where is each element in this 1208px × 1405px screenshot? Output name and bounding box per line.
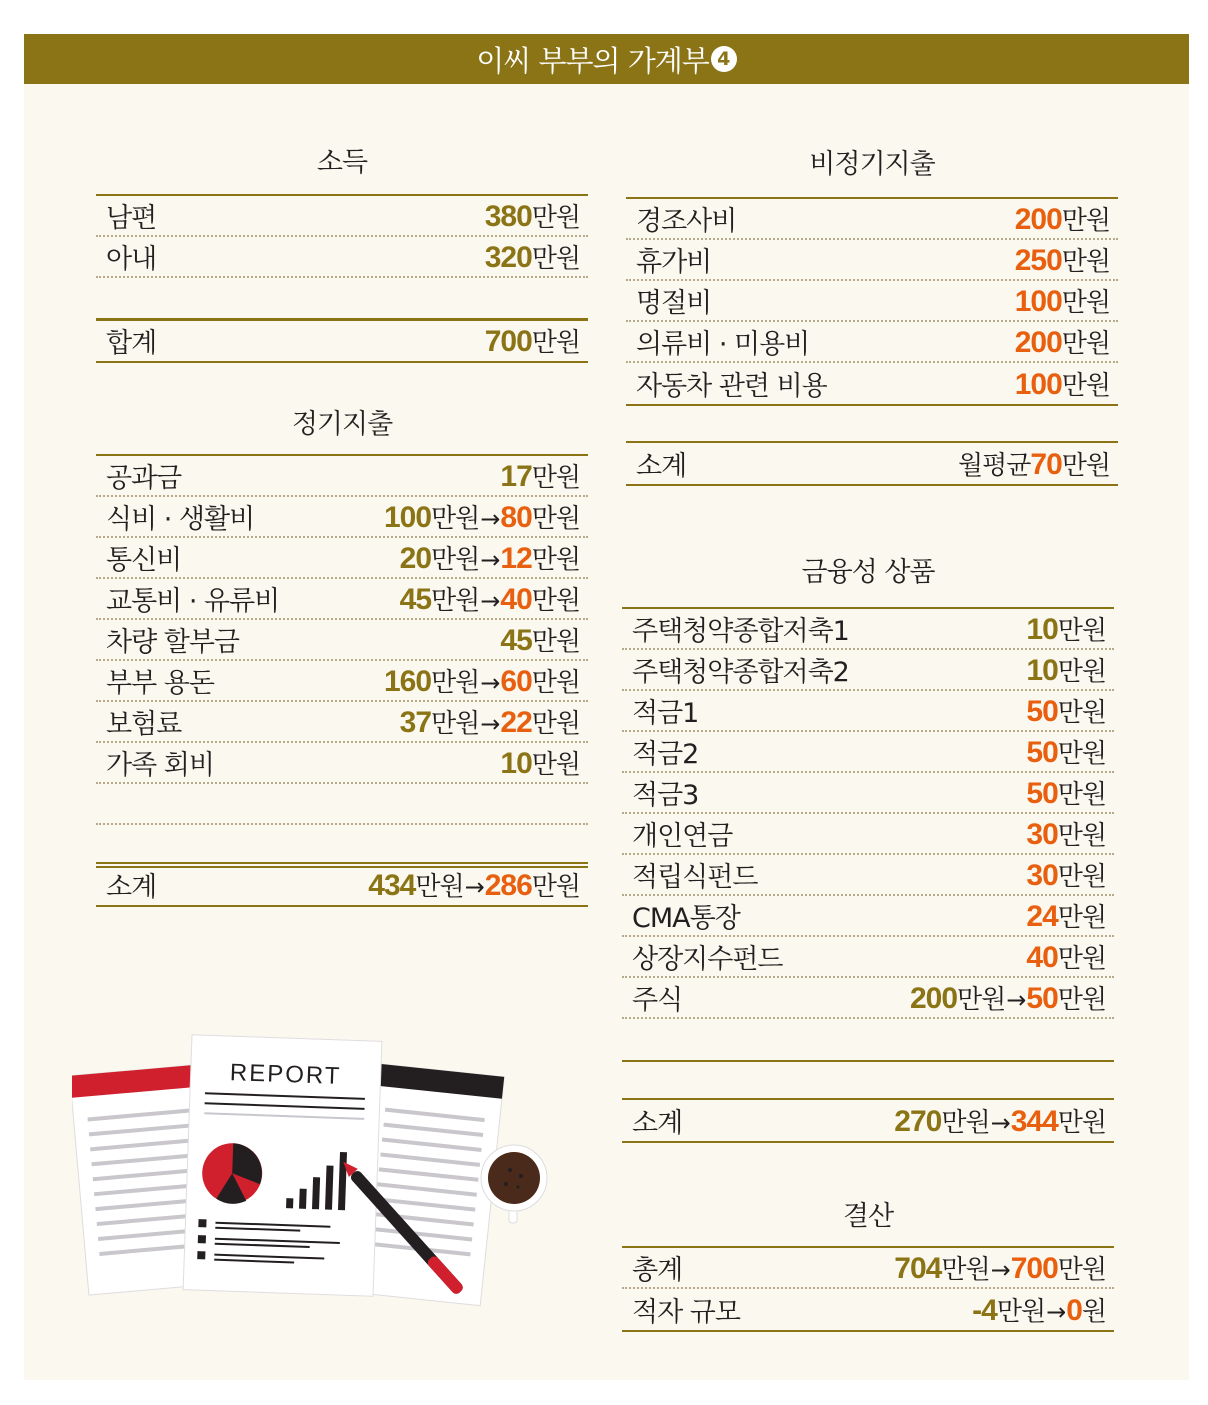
row-label: 의류비 · 미용비: [636, 329, 810, 360]
empty-row: [96, 825, 588, 866]
irregular-row: [626, 281, 1118, 322]
financial-row: [622, 650, 1114, 691]
unit-label: 만원: [431, 668, 480, 698]
row-value: 200: [1014, 326, 1062, 359]
irregular-row: [626, 240, 1118, 281]
unit-label: 만원: [1057, 1108, 1106, 1138]
unit-label: 만원: [431, 709, 480, 739]
row-value: 380: [484, 200, 532, 233]
row-label: 식비 · 생활비: [106, 504, 255, 535]
subtotal-value: 70: [1030, 448, 1062, 481]
regular-heading: 정기지출: [291, 409, 393, 440]
row-value: 24: [1026, 900, 1058, 933]
financial-row: [622, 609, 1114, 650]
regular-row: [96, 456, 588, 497]
row-value: 320: [484, 241, 532, 274]
row-value-before: 20: [399, 542, 432, 575]
row-value-after: 50: [1026, 982, 1058, 1015]
row-label: CMA통장: [632, 903, 740, 934]
row-value-after: 40: [500, 583, 532, 616]
unit-label: 만원: [1061, 206, 1110, 236]
row-value: 200: [1014, 203, 1062, 236]
irregular-table: [626, 197, 1118, 406]
row-label: 주택청약종합저축2: [632, 657, 849, 688]
financial-row: [622, 896, 1114, 937]
unit-label: 만원: [531, 709, 580, 739]
total-label: 합계: [106, 328, 157, 359]
row-label: 휴가비: [636, 247, 712, 278]
row-value-after: 22: [500, 706, 532, 739]
row-value-before: 200: [909, 982, 958, 1015]
arrow-icon: →: [480, 710, 500, 738]
row-label: 공과금: [106, 463, 182, 494]
row-value: 30: [1026, 859, 1058, 892]
arrow-icon: →: [1006, 986, 1026, 1014]
subtotal-before: 270: [894, 1105, 942, 1138]
income-row: [96, 196, 588, 237]
row-value: 10: [500, 747, 532, 780]
unit-label: 만원: [1057, 944, 1106, 974]
unit-label: 만원: [1057, 821, 1106, 851]
irregular-subtotal-table: [626, 441, 1118, 486]
arrow-icon: →: [480, 669, 500, 697]
row-value-after: 12: [500, 542, 532, 575]
unit-label: 만원: [1057, 780, 1106, 810]
unit-label: 만원: [531, 668, 580, 698]
page-title: 이씨 부부의 가계부: [476, 43, 709, 78]
unit-label: 만원: [941, 1108, 990, 1138]
irregular-row: [626, 363, 1118, 404]
row-value: 50: [1026, 736, 1058, 769]
unit-label: 만원: [531, 545, 580, 575]
unit-label: 만원: [531, 586, 580, 616]
settlement-table: [622, 1246, 1114, 1332]
settlement-total-row: [622, 1248, 1114, 1289]
title-number-badge: 4: [711, 46, 737, 72]
unit-label: 만원: [531, 328, 580, 358]
unit-label: 만원: [531, 872, 580, 902]
financial-row: [622, 814, 1114, 855]
row-value-before: 45: [399, 583, 432, 616]
subtotal-prefix: 월평균: [958, 451, 1031, 481]
financial-subtotal-row: [622, 1100, 1114, 1141]
total-after: 700: [1010, 1252, 1058, 1285]
unit-label: 만원: [1061, 451, 1110, 481]
financial-row: [622, 773, 1114, 814]
row-value: 250: [1014, 244, 1062, 277]
unit-label: 만원: [431, 545, 480, 575]
irregular-heading: 비정기지출: [809, 149, 935, 180]
settlement-deficit-row: [622, 1289, 1114, 1330]
row-label: 보험료: [106, 709, 182, 740]
unit-label: 만원: [1057, 657, 1106, 687]
income-heading: 소득: [316, 147, 368, 178]
unit-label: 만원: [1057, 616, 1106, 646]
row-value: 10: [1026, 654, 1058, 687]
regular-row: [96, 497, 588, 538]
empty-row: [96, 784, 588, 825]
subtotal-before: 434: [368, 869, 416, 902]
empty-row: [622, 1019, 1114, 1060]
row-label: 적금2: [632, 739, 699, 770]
row-label: 적금1: [632, 698, 699, 729]
subtotal-label: 소계: [106, 872, 157, 903]
unit-label: 만원: [996, 1297, 1046, 1327]
arrow-icon: →: [990, 1109, 1010, 1137]
row-label: 아내: [106, 244, 157, 275]
arrow-icon: →: [480, 587, 500, 615]
unit-label: 만원: [1061, 329, 1110, 359]
unit-label: 만원: [431, 586, 480, 616]
regular-subtotal-row: [96, 864, 588, 905]
row-label: 남편: [106, 203, 157, 234]
financial-row: [622, 691, 1114, 732]
unit-label: 만원: [415, 872, 464, 902]
income-total-row: [96, 320, 588, 361]
regular-row: [96, 661, 588, 702]
row-value: 50: [1026, 695, 1058, 728]
deficit-before: -4: [972, 1294, 997, 1327]
row-label: 가족 회비: [106, 750, 214, 781]
row-label: 통신비: [106, 545, 182, 576]
unit-label: 만원: [431, 504, 480, 534]
row-value-before: 100: [383, 501, 432, 534]
arrow-icon: →: [464, 873, 484, 901]
row-label: 부부 용돈: [106, 668, 214, 699]
income-total-table: [96, 318, 588, 363]
irregular-row: [626, 199, 1118, 240]
row-value: 10: [1026, 613, 1058, 646]
unit-label: 만원: [1057, 1255, 1106, 1285]
subtotal-after: 344: [1010, 1105, 1058, 1138]
unit-label: 만원: [531, 750, 580, 780]
settlement-heading: 결산: [842, 1201, 894, 1232]
row-value-after: 60: [500, 665, 532, 698]
deficit-after: 0: [1066, 1294, 1082, 1327]
row-label: 교통비 · 유류비: [106, 586, 280, 617]
total-before: 704: [894, 1252, 942, 1285]
irregular-subtotal-row: [626, 443, 1118, 484]
row-value: 30: [1026, 818, 1058, 851]
unit-label: 만원: [957, 985, 1006, 1015]
unit-label: 만원: [531, 627, 580, 657]
empty-row: [96, 278, 588, 319]
row-label: 개인연금: [632, 821, 733, 852]
arrow-icon: →: [1046, 1298, 1066, 1326]
row-value-before: 37: [399, 706, 432, 739]
income-row: [96, 237, 588, 278]
regular-row: [96, 579, 588, 620]
subtotal-label: 소계: [636, 451, 687, 482]
regular-row: [96, 538, 588, 579]
row-label: 주택청약종합저축1: [632, 616, 849, 647]
title-bar: [24, 34, 1189, 84]
unit-label: 만원: [531, 203, 580, 233]
total-label: 총계: [632, 1255, 683, 1286]
subtotal-after: 286: [484, 869, 532, 902]
report-paper-illustration: [183, 1035, 382, 1296]
row-label: 자동차 관련 비용: [636, 371, 827, 402]
row-label: 차량 할부금: [106, 627, 239, 658]
unit-label: 만원: [1061, 371, 1110, 401]
financial-row: [622, 978, 1114, 1019]
unit-label: 만원: [1057, 698, 1106, 728]
financial-table: [622, 607, 1114, 1062]
unit-label: 만원: [1057, 903, 1106, 933]
unit-label: 만원: [1061, 247, 1110, 277]
row-value: 45: [500, 624, 532, 657]
report-illustration: [72, 1030, 552, 1320]
financial-row: [622, 937, 1114, 978]
regular-table: [96, 454, 588, 868]
row-value-after: 80: [500, 501, 532, 534]
row-label: 경조사비: [636, 206, 737, 237]
arrow-icon: →: [480, 505, 500, 533]
income-table: [96, 194, 588, 321]
financial-heading: 금융성 상품: [801, 557, 935, 588]
report-label: REPORT: [229, 1059, 342, 1091]
regular-row: [96, 743, 588, 784]
row-value: 40: [1026, 941, 1058, 974]
regular-subtotal-table: [96, 862, 588, 907]
total-value: 700: [484, 325, 532, 358]
regular-row: [96, 702, 588, 743]
unit-label: 만원: [531, 463, 580, 493]
row-label: 적금3: [632, 780, 699, 811]
deficit-label: 적자 규모: [632, 1297, 740, 1328]
financial-row: [622, 732, 1114, 773]
arrow-icon: →: [990, 1256, 1010, 1284]
subtotal-label: 소계: [632, 1108, 683, 1139]
row-value: 100: [1014, 368, 1062, 401]
unit-label: 만원: [1057, 739, 1106, 769]
row-value: 100: [1014, 285, 1062, 318]
unit-label: 만원: [1057, 862, 1106, 892]
deficit-unit: 원: [1081, 1297, 1106, 1327]
financial-row: [622, 855, 1114, 896]
row-value-before: 160: [383, 665, 432, 698]
financial-subtotal-table: [622, 1098, 1114, 1143]
arrow-icon: →: [480, 546, 500, 574]
unit-label: 만원: [1057, 985, 1106, 1015]
row-label: 상장지수펀드: [632, 944, 783, 975]
unit-label: 만원: [531, 504, 580, 534]
row-label: 명절비: [636, 288, 712, 319]
irregular-row: [626, 322, 1118, 363]
unit-label: 만원: [1061, 288, 1110, 318]
unit-label: 만원: [531, 244, 580, 274]
row-label: 적립식펀드: [632, 862, 758, 893]
row-value: 50: [1026, 777, 1058, 810]
unit-label: 만원: [941, 1255, 990, 1285]
coffee-cup-icon: [481, 1145, 547, 1223]
regular-row: [96, 620, 588, 661]
row-value: 17: [500, 460, 532, 493]
row-label: 주식: [632, 985, 683, 1016]
